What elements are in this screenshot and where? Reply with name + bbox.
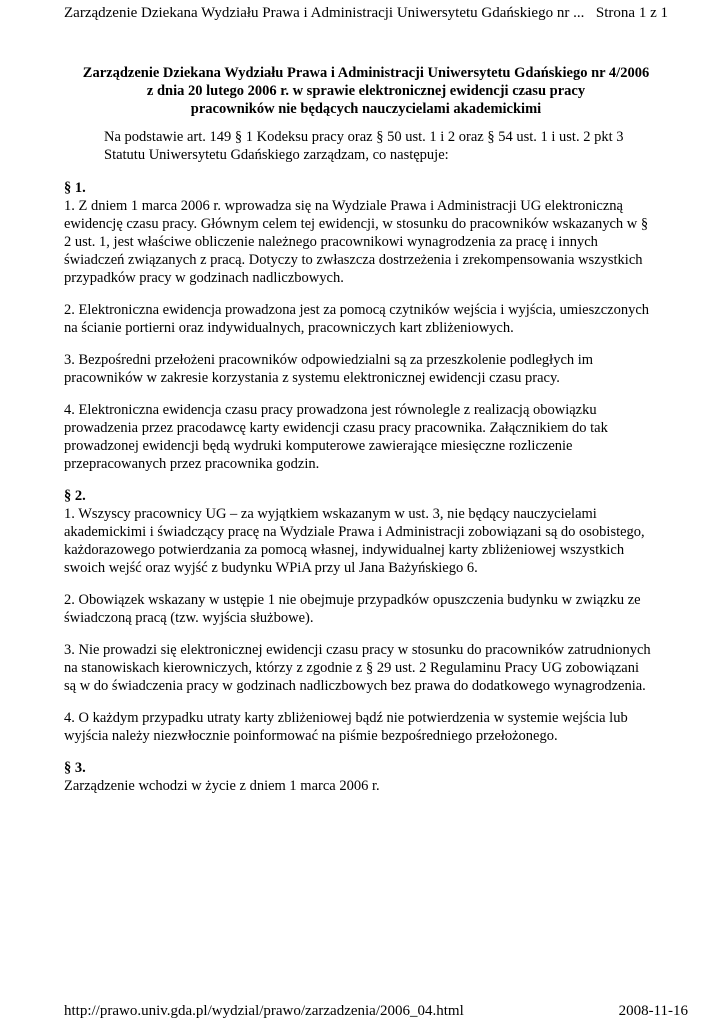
section-heading: § 3. bbox=[64, 760, 86, 776]
section-heading: § 1. bbox=[64, 180, 86, 196]
text-line: 2. Obowiązek wskazany w ustępie 1 nie obejmuje przypadków opuszczenia budynku w związku ze bbox=[64, 592, 641, 608]
paragraph bbox=[64, 505, 674, 577]
paragraph bbox=[64, 641, 674, 695]
title-line: z dnia 20 lutego 2006 r. w sprawie elektronicznej ewidencji czasu pracy bbox=[146, 83, 586, 99]
paragraph bbox=[64, 197, 674, 287]
text-line: 4. Elektroniczna ewidencja czasu pracy prowadzona jest równolegle z realizacją obowiązku bbox=[64, 402, 597, 418]
text-line: świadczeń związanych z pracą. Dotyczy to zwłaszcza dostrzeżenia i zrekompensowania wszystkich bbox=[64, 252, 643, 268]
document-title bbox=[60, 64, 672, 118]
text-line: ewidencję czasu pracy. Głównym celem tej ewidencji, w stosunku do pracowników wskazanych w § bbox=[64, 216, 649, 232]
paragraph bbox=[64, 709, 674, 745]
text-line: świadczoną pracą (tzw. wyjścia służbowe). bbox=[64, 610, 314, 626]
text-line: swoich wejść oraz wyjść z budynku WPiA przy ul Jana Bażyńskiego 6. bbox=[64, 560, 478, 576]
preamble bbox=[104, 128, 664, 164]
text-line: każdorazowego potwierdzania za pomocą własnej, indywidualnej karty zbliżeniowej wszystkich bbox=[64, 542, 625, 558]
text-line: przepracowanych przez pracownika godzin. bbox=[64, 456, 320, 472]
paragraph bbox=[64, 351, 674, 387]
paragraph bbox=[64, 301, 674, 337]
section-heading: § 2. bbox=[64, 488, 86, 504]
footer-date: 2008-11-16 bbox=[618, 1003, 688, 1019]
text-line: na ścianie portierni oraz indywidualnych, pracowniczych kart zbliżeniowych. bbox=[64, 320, 514, 336]
text-line: prowadzenia przez pracodawcę karty ewidencji czasu pracy pracownika. Załącznikiem do tak bbox=[64, 420, 608, 436]
text-line: wyjścia należy niezwłocznie poinformować na piśmie bezpośredniego przełożonego. bbox=[64, 728, 558, 744]
text-line: 1. Wszyscy pracownicy UG – za wyjątkiem wskazanym w ust. 3, nie będący nauczycielami bbox=[64, 506, 597, 522]
print-header bbox=[64, 2, 668, 24]
paragraph bbox=[64, 591, 674, 627]
title-line: pracowników nie będących nauczycielami akademickimi bbox=[190, 101, 542, 117]
text-line: Zarządzenie wchodzi w życie z dniem 1 marca 2006 r. bbox=[64, 778, 380, 794]
text-line: prowadzonej ewidencji będą wydruki komputerowe zawierające miesięczne rozliczenie bbox=[64, 438, 573, 454]
text-line: 2. Elektroniczna ewidencja prowadzona jest za pomocą czytników wejścia i wyjścia, umieszczonych bbox=[64, 302, 650, 318]
header-title: Zarządzenie Dziekana Wydziału Prawa i Administracji Uniwersytetu Gdańskiego nr ... bbox=[64, 5, 585, 21]
print-footer bbox=[64, 1000, 688, 1022]
text-line: 2 ust. 1, jest właściwe obliczenie należnego pracownikowi wynagrodzenia za pracę i innych bbox=[64, 234, 598, 250]
header-page-number: Strona 1 z 1 bbox=[595, 5, 668, 21]
text-line: akademickimi i świadczący pracę na Wydziale Prawa i Administracji zobowiązani są do osobistego, bbox=[64, 524, 645, 540]
text-line: pracowników w zakresie korzystania z systemu elektronicznej ewidencji czasu pracy. bbox=[64, 370, 560, 386]
text-line: na stanowiskach kierowniczych, którzy z zgodnie z § 29 ust. 2 Regulaminu Pracy UG zobowiązani bbox=[64, 660, 640, 676]
title-line: Zarządzenie Dziekana Wydziału Prawa i Administracji Uniwersytetu Gdańskiego nr 4/2006 bbox=[82, 65, 650, 81]
text-line: są w do świadczenia pracy w godzinach nadliczbowych bez prawa do dodatkowego wynagrodzenia. bbox=[64, 678, 646, 694]
text-line: przypadków pracy w godzinach nadliczbowych. bbox=[64, 270, 344, 286]
preamble-line: Statutu Uniwersytetu Gdańskiego zarządzam, co następuje: bbox=[104, 147, 449, 163]
document-body bbox=[64, 179, 674, 795]
footer-url: http://prawo.univ.gda.pl/wydzial/prawo/zarzadzenia/2006_04.html bbox=[64, 1003, 464, 1019]
text-line: 3. Bezpośredni przełożeni pracowników odpowiedzialni są za przeszkolenie podległych im bbox=[64, 352, 594, 368]
text-line: 1. Z dniem 1 marca 2006 r. wprowadza się na Wydziale Prawa i Administracji UG elektroniczną bbox=[64, 198, 623, 214]
paragraph bbox=[64, 777, 674, 795]
preamble-line: Na podstawie art. 149 § 1 Kodeksu pracy oraz § 50 ust. 1 i 2 oraz § 54 ust. 1 i ust. 2 pkt 3 bbox=[104, 129, 624, 145]
paragraph bbox=[64, 401, 674, 473]
text-line: 4. O każdym przypadku utraty karty zbliżeniowej bądź nie potwierdzenia w systemie wejścia lub bbox=[64, 710, 628, 726]
text-line: 3. Nie prowadzi się elektronicznej ewidencji czasu pracy w stosunku do pracowników zatrudnionych bbox=[64, 642, 651, 658]
